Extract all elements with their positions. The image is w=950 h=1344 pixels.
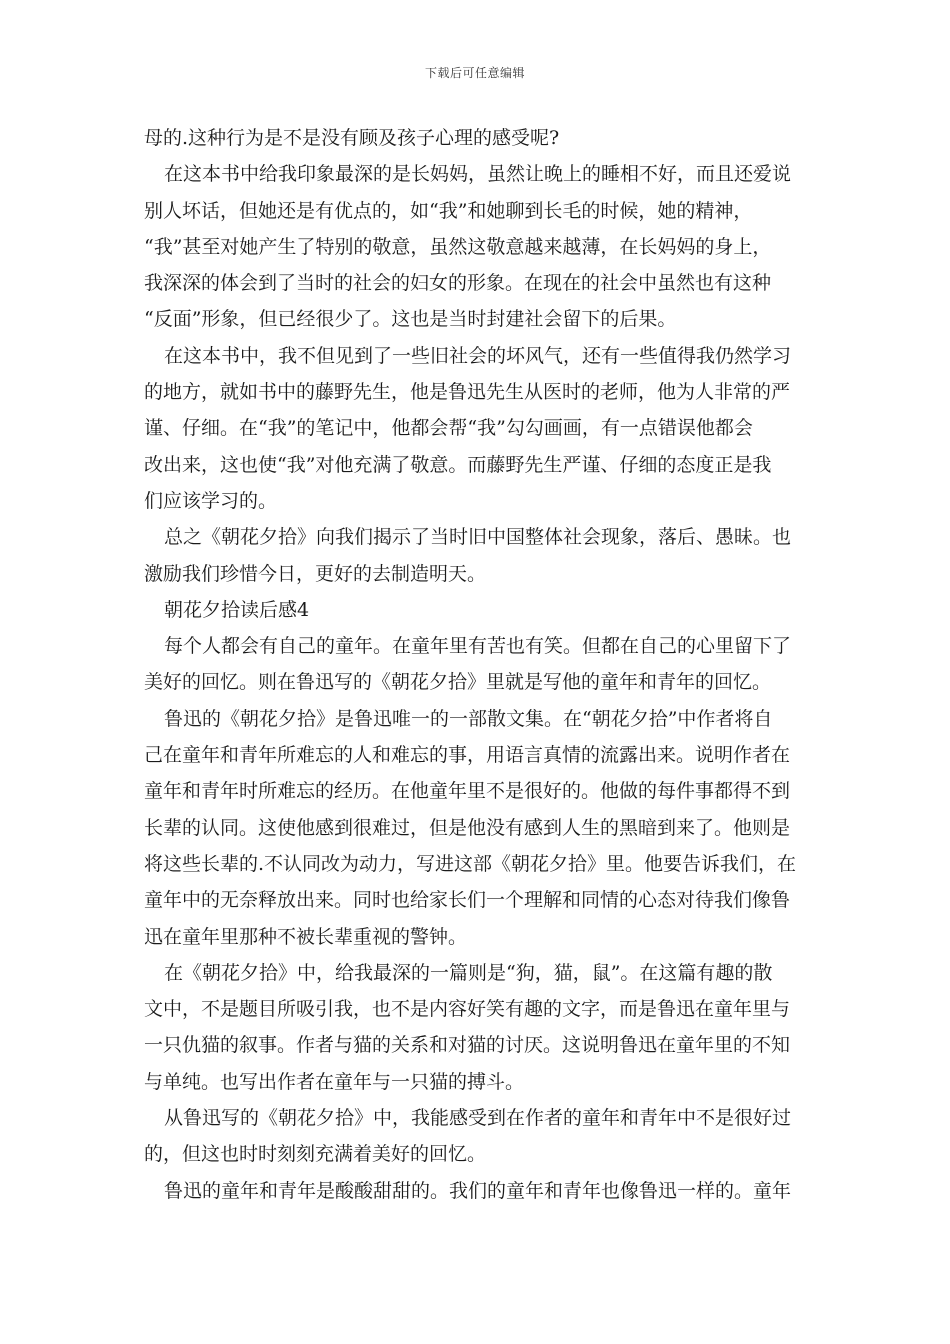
text-line: 每个人都会有自己的童年。在童年里有苦也有笑。但都在自己的心里留下了 [164,635,792,658]
text-line: “我”甚至对她产生了特别的敬意，虽然这敬意越来越薄，在长妈妈的身上， [144,235,772,258]
text-line: 美好的回忆。则在鲁迅写的《朝花夕拾》里就是写他的童年和青年的回忆。 [144,671,772,694]
text-line: 从鲁迅写的《朝花夕拾》中，我能感受到在作者的童年和青年中不是很好过 [164,1107,792,1130]
text-line: 谨、仔细。在“我”的笔记中，他都会帮“我”勾勾画画，有一点错误他都会 [144,417,753,440]
text-line: 童年中的无奈释放出来。同时也给家长们一个理解和同情的心态对待我们像鲁 [144,889,791,912]
text-line: 们应该学习的。 [144,489,278,512]
text-line: 童年和青年时所难忘的经历。在他童年里不是很好的。他做的每件事都得不到 [144,780,791,803]
text-line: 朝花夕拾读后感4 [164,598,310,621]
text-line: 总之《朝花夕拾》向我们揭示了当时旧中国整体社会现象，落后、愚昧。也 [164,526,792,549]
text-line: 将这些长辈的.不认同改为动力，写进这部《朝花夕拾》里。他要告诉我们，在 [144,852,797,875]
text-line: 鲁迅的童年和青年是酸酸甜甜的。我们的童年和青年也像鲁迅一样的。童年 [164,1179,792,1202]
text-line: “反面”形象，但已经很少了。这也是当时封建社会留下的后果。 [144,308,677,331]
text-line: 在《朝花夕拾》中，给我最深的一篇则是“狗，猫，鼠”。在这篇有趣的散 [164,961,773,984]
text-line: 别人坏话，但她还是有优点的，如“我”和她聊到长毛的时候，她的精神， [144,199,753,222]
text-line: 在这本书中给我印象最深的是长妈妈，虽然让晚上的睡相不好，而且还爱说 [164,163,792,186]
text-line: 的，但这也时时刻刻充满着美好的回忆。 [144,1143,487,1166]
text-line: 迅在童年里那种不被长辈重视的警钟。 [144,925,468,948]
text-line: 己在童年和青年所难忘的人和难忘的事，用语言真情的流露出来。说明作者在 [144,744,791,767]
document-body [144,120,808,1209]
text-line: 在这本书中，我不但见到了一些旧社会的坏风气，还有一些值得我仍然学习 [164,344,792,367]
text-line: 鲁迅的《朝花夕拾》是鲁迅唯一的一部散文集。在“朝花夕拾”中作者将自 [164,707,773,730]
text-line: 激励我们珍惜今日，更好的去制造明天。 [144,562,487,585]
text-line: 文中，不是题目所吸引我，也不是内容好笑有趣的文字，而是鲁迅在童年里与 [144,998,791,1021]
page-header: 下载后可任意编辑 [424,66,525,80]
text-line: 与单纯。也写出作者在童年与一只猫的搏斗。 [144,1070,525,1093]
text-line: 我深深的体会到了当时的社会的妇女的形象。在现在的社会中虽然也有这种 [144,272,772,295]
text-line: 长辈的认同。这使他感到很难过，但是他没有感到人生的黑暗到来了。他则是 [144,816,791,839]
text-line: 的地方，就如书中的藤野先生，他是鲁迅先生从医时的老师，他为人非常的严 [144,381,791,404]
text-line: 母的.这种行为是不是没有顾及孩子心理的感受呢? [144,127,560,149]
text-line: 一只仇猫的叙事。作者与猫的关系和对猫的讨厌。这说明鲁迅在童年里的不知 [144,1034,791,1057]
text-line: 改出来，这也使“我”对他充满了敬意。而藤野先生严谨、仔细的态度正是我 [144,453,772,476]
